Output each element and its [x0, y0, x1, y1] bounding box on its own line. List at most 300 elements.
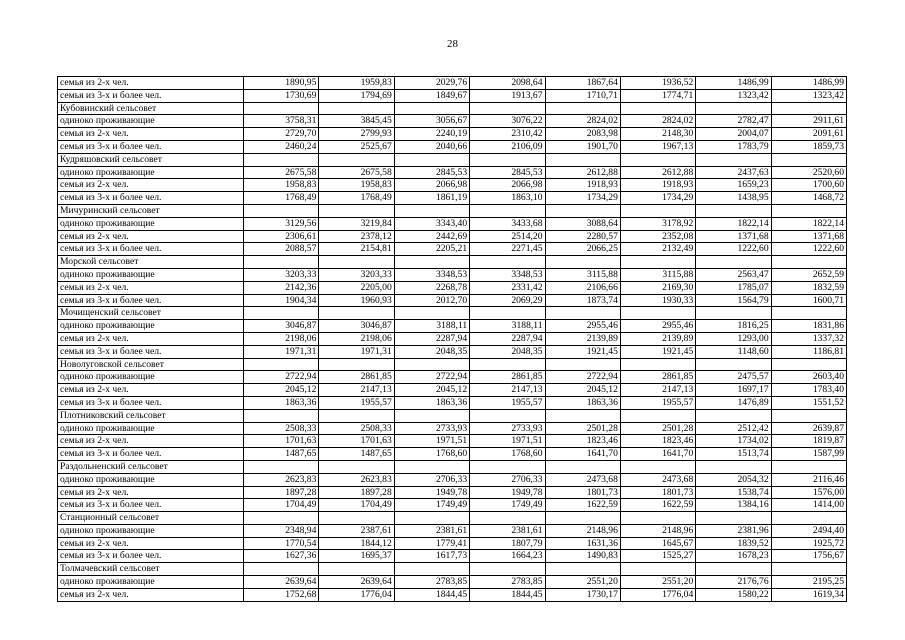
- value-cell: 2271,45: [470, 243, 545, 256]
- value-cell: 2054,32: [696, 473, 771, 486]
- value-cell: 2066,98: [394, 179, 469, 192]
- row-label: семья из 2-х чел.: [58, 77, 244, 90]
- row-label: одиноко проживающие: [58, 473, 244, 486]
- value-cell: 2437,63: [696, 166, 771, 179]
- value-cell: 1801,73: [620, 486, 695, 499]
- table-row: [58, 230, 847, 243]
- value-cell: [545, 102, 620, 115]
- table-row: [58, 166, 847, 179]
- row-label: семья из 3-х и более чел.: [58, 243, 244, 256]
- table-row: [58, 89, 847, 102]
- value-cell: [470, 307, 545, 320]
- value-cell: 1734,29: [620, 192, 695, 205]
- value-cell: 2824,02: [545, 115, 620, 128]
- value-cell: 1960,93: [319, 294, 394, 307]
- value-cell: 1921,45: [620, 345, 695, 358]
- value-cell: 1844,45: [394, 588, 469, 601]
- table-row: [58, 396, 847, 409]
- section-header-row: [58, 512, 847, 525]
- value-cell: [319, 409, 394, 422]
- value-cell: 1486,99: [771, 77, 846, 90]
- value-cell: [620, 409, 695, 422]
- value-cell: 1323,42: [771, 89, 846, 102]
- value-cell: 1631,36: [545, 537, 620, 550]
- value-cell: [244, 409, 319, 422]
- section-header-row: [58, 563, 847, 576]
- value-cell: 3203,33: [244, 268, 319, 281]
- value-cell: [244, 204, 319, 217]
- value-cell: 2205,00: [319, 281, 394, 294]
- value-cell: 1371,68: [696, 230, 771, 243]
- section-header-row: [58, 204, 847, 217]
- value-cell: 1752,68: [244, 588, 319, 601]
- table-row: [58, 537, 847, 550]
- value-cell: [470, 153, 545, 166]
- table-row: [58, 345, 847, 358]
- row-label: семья из 3-х и более чел.: [58, 294, 244, 307]
- value-cell: 1955,57: [319, 396, 394, 409]
- value-cell: 1901,70: [545, 140, 620, 153]
- value-cell: 2782,47: [696, 115, 771, 128]
- value-cell: 1971,31: [244, 345, 319, 358]
- value-cell: [394, 409, 469, 422]
- value-cell: [696, 204, 771, 217]
- tariff-table: [57, 76, 847, 602]
- value-cell: 1904,34: [244, 294, 319, 307]
- section-header-row: [58, 307, 847, 320]
- value-cell: 1971,51: [394, 435, 469, 448]
- value-cell: [620, 204, 695, 217]
- value-cell: [394, 204, 469, 217]
- section-title: Плотниковский сельсовет: [58, 409, 244, 422]
- value-cell: 2508,33: [244, 422, 319, 435]
- value-cell: [470, 102, 545, 115]
- value-cell: 3178,92: [620, 217, 695, 230]
- value-cell: 2639,64: [319, 576, 394, 589]
- value-cell: 2148,96: [620, 524, 695, 537]
- value-cell: [771, 307, 846, 320]
- value-cell: 2048,35: [470, 345, 545, 358]
- value-cell: [620, 307, 695, 320]
- value-cell: [244, 256, 319, 269]
- value-cell: 3129,56: [244, 217, 319, 230]
- value-cell: 2551,20: [545, 576, 620, 589]
- value-cell: 1664,23: [470, 550, 545, 563]
- value-cell: 1734,29: [545, 192, 620, 205]
- value-cell: [394, 102, 469, 115]
- value-cell: 3188,11: [470, 320, 545, 333]
- section-header-row: [58, 409, 847, 422]
- value-cell: 1756,67: [771, 550, 846, 563]
- value-cell: 1525,27: [620, 550, 695, 563]
- value-cell: 1958,83: [319, 179, 394, 192]
- value-cell: 1576,00: [771, 486, 846, 499]
- value-cell: 2148,96: [545, 524, 620, 537]
- value-cell: 3845,45: [319, 115, 394, 128]
- value-cell: [244, 563, 319, 576]
- value-cell: 2381,61: [394, 524, 469, 537]
- row-label: одиноко проживающие: [58, 422, 244, 435]
- value-cell: [545, 256, 620, 269]
- section-title: Новолуговской сельсовет: [58, 358, 244, 371]
- value-cell: 2091,61: [771, 128, 846, 141]
- value-cell: 1783,40: [771, 384, 846, 397]
- value-cell: 1955,57: [620, 396, 695, 409]
- value-cell: 2116,46: [771, 473, 846, 486]
- value-cell: 2722,94: [545, 371, 620, 384]
- table-row: [58, 115, 847, 128]
- value-cell: [696, 460, 771, 473]
- value-cell: [470, 256, 545, 269]
- value-cell: 3203,33: [319, 268, 394, 281]
- value-cell: 2198,06: [319, 332, 394, 345]
- value-cell: 1768,49: [244, 192, 319, 205]
- value-cell: [696, 563, 771, 576]
- value-cell: 2148,30: [620, 128, 695, 141]
- table-row: [58, 524, 847, 537]
- value-cell: [620, 256, 695, 269]
- section-title: Толмачевский сельсовет: [58, 563, 244, 576]
- value-cell: 1776,04: [620, 588, 695, 601]
- value-cell: 3433,68: [470, 217, 545, 230]
- value-cell: [771, 153, 846, 166]
- value-cell: 1807,79: [470, 537, 545, 550]
- table-row: [58, 128, 847, 141]
- value-cell: 3115,88: [545, 268, 620, 281]
- value-cell: 1587,99: [771, 448, 846, 461]
- value-cell: 2083,98: [545, 128, 620, 141]
- value-cell: 1641,70: [545, 448, 620, 461]
- value-cell: 2706,33: [470, 473, 545, 486]
- value-cell: [771, 460, 846, 473]
- table-row: [58, 268, 847, 281]
- value-cell: 1678,23: [696, 550, 771, 563]
- value-cell: 1863,36: [244, 396, 319, 409]
- value-cell: 1839,52: [696, 537, 771, 550]
- value-cell: 2287,94: [394, 332, 469, 345]
- value-cell: [470, 409, 545, 422]
- value-cell: [620, 563, 695, 576]
- section-title: Мочищенский сельсовет: [58, 307, 244, 320]
- value-cell: 1468,72: [771, 192, 846, 205]
- value-cell: 2729,70: [244, 128, 319, 141]
- value-cell: [470, 358, 545, 371]
- value-cell: 2639,87: [771, 422, 846, 435]
- value-cell: 2722,94: [244, 371, 319, 384]
- value-cell: 1844,12: [319, 537, 394, 550]
- value-cell: 2799,93: [319, 128, 394, 141]
- value-cell: 1710,71: [545, 89, 620, 102]
- value-cell: 2098,64: [470, 77, 545, 90]
- row-label: одиноко проживающие: [58, 576, 244, 589]
- value-cell: [319, 307, 394, 320]
- value-cell: 2475,57: [696, 371, 771, 384]
- value-cell: [620, 153, 695, 166]
- table-row: [58, 281, 847, 294]
- value-cell: [244, 358, 319, 371]
- value-cell: 2280,57: [545, 230, 620, 243]
- value-cell: 2069,29: [470, 294, 545, 307]
- value-cell: 2911,61: [771, 115, 846, 128]
- page-number: 28: [447, 38, 458, 50]
- value-cell: 2139,89: [545, 332, 620, 345]
- value-cell: 2240,19: [394, 128, 469, 141]
- table-row: [58, 179, 847, 192]
- value-cell: 1337,32: [771, 332, 846, 345]
- value-cell: 1768,60: [394, 448, 469, 461]
- value-cell: 1785,07: [696, 281, 771, 294]
- table-row: [58, 576, 847, 589]
- value-cell: 2783,85: [470, 576, 545, 589]
- row-label: семья из 3-х и более чел.: [58, 396, 244, 409]
- value-cell: 2733,93: [394, 422, 469, 435]
- value-cell: [319, 153, 394, 166]
- row-label: семья из 2-х чел.: [58, 384, 244, 397]
- value-cell: 1700,60: [771, 179, 846, 192]
- value-cell: 1476,89: [696, 396, 771, 409]
- value-cell: 3343,40: [394, 217, 469, 230]
- value-cell: 2066,98: [470, 179, 545, 192]
- value-cell: 1897,28: [244, 486, 319, 499]
- value-cell: 2612,88: [545, 166, 620, 179]
- row-label: семья из 2-х чел.: [58, 230, 244, 243]
- row-label: семья из 2-х чел.: [58, 537, 244, 550]
- row-label: семья из 3-х и более чел.: [58, 89, 244, 102]
- value-cell: 3076,22: [470, 115, 545, 128]
- value-cell: [394, 358, 469, 371]
- value-cell: 2845,53: [394, 166, 469, 179]
- value-cell: 3348,53: [470, 268, 545, 281]
- section-title: Кубовинский сельсовет: [58, 102, 244, 115]
- value-cell: 2955,46: [620, 320, 695, 333]
- value-cell: 1487,65: [244, 448, 319, 461]
- value-cell: [620, 358, 695, 371]
- table-row: [58, 217, 847, 230]
- value-cell: 2501,28: [545, 422, 620, 435]
- table-row: [58, 473, 847, 486]
- value-cell: 2147,13: [319, 384, 394, 397]
- value-cell: 1959,83: [319, 77, 394, 90]
- value-cell: 1844,45: [470, 588, 545, 601]
- value-cell: 1774,71: [620, 89, 695, 102]
- section-title: Морской сельсовет: [58, 256, 244, 269]
- value-cell: 2473,68: [545, 473, 620, 486]
- value-cell: 2612,88: [620, 166, 695, 179]
- section-title: Кудряшовский сельсовет: [58, 153, 244, 166]
- value-cell: [545, 153, 620, 166]
- section-title: Мичуринский сельсовет: [58, 204, 244, 217]
- value-cell: 3088,64: [545, 217, 620, 230]
- value-cell: 1659,23: [696, 179, 771, 192]
- value-cell: [394, 153, 469, 166]
- value-cell: 2331,42: [470, 281, 545, 294]
- value-cell: 1918,93: [620, 179, 695, 192]
- value-cell: 1222,60: [771, 243, 846, 256]
- value-cell: [620, 460, 695, 473]
- value-cell: 1768,60: [470, 448, 545, 461]
- value-cell: 1486,99: [696, 77, 771, 90]
- value-cell: 2722,94: [394, 371, 469, 384]
- value-cell: 1816,25: [696, 320, 771, 333]
- value-cell: 2603,40: [771, 371, 846, 384]
- value-cell: 1384,16: [696, 499, 771, 512]
- value-cell: 1770,54: [244, 537, 319, 550]
- value-cell: 1867,64: [545, 77, 620, 90]
- row-label: одиноко проживающие: [58, 217, 244, 230]
- value-cell: [470, 204, 545, 217]
- value-cell: 2442,69: [394, 230, 469, 243]
- value-cell: [696, 409, 771, 422]
- value-cell: 1859,73: [771, 140, 846, 153]
- value-cell: 2623,83: [244, 473, 319, 486]
- value-cell: 2563,47: [696, 268, 771, 281]
- row-label: семья из 2-х чел.: [58, 588, 244, 601]
- section-header-row: [58, 256, 847, 269]
- value-cell: 1580,22: [696, 588, 771, 601]
- section-header-row: [58, 358, 847, 371]
- value-cell: 1863,36: [394, 396, 469, 409]
- value-cell: 1414,00: [771, 499, 846, 512]
- table-row: [58, 435, 847, 448]
- value-cell: 2473,68: [620, 473, 695, 486]
- value-cell: 1967,13: [620, 140, 695, 153]
- table-row: [58, 550, 847, 563]
- value-cell: 2045,12: [244, 384, 319, 397]
- value-cell: 3056,67: [394, 115, 469, 128]
- value-cell: [319, 204, 394, 217]
- row-label: семья из 2-х чел.: [58, 281, 244, 294]
- value-cell: 1701,63: [244, 435, 319, 448]
- value-cell: [771, 102, 846, 115]
- value-cell: 1794,69: [319, 89, 394, 102]
- value-cell: [244, 512, 319, 525]
- value-cell: 2048,35: [394, 345, 469, 358]
- row-label: одиноко проживающие: [58, 268, 244, 281]
- table-row: [58, 243, 847, 256]
- value-cell: 1819,87: [771, 435, 846, 448]
- section-title: Станционный сельсовет: [58, 512, 244, 525]
- value-cell: [394, 256, 469, 269]
- value-cell: [771, 204, 846, 217]
- value-cell: 1971,31: [319, 345, 394, 358]
- value-cell: 1734,02: [696, 435, 771, 448]
- value-cell: 2861,85: [470, 371, 545, 384]
- value-cell: 2733,93: [470, 422, 545, 435]
- table-row: [58, 448, 847, 461]
- value-cell: 2142,36: [244, 281, 319, 294]
- value-cell: 2861,85: [319, 371, 394, 384]
- value-cell: 1776,04: [319, 588, 394, 601]
- value-cell: 2176,76: [696, 576, 771, 589]
- value-cell: 3219,84: [319, 217, 394, 230]
- value-cell: 1925,72: [771, 537, 846, 550]
- value-cell: [620, 512, 695, 525]
- value-cell: 2169,30: [620, 281, 695, 294]
- value-cell: 1371,68: [771, 230, 846, 243]
- value-cell: 1749,49: [470, 499, 545, 512]
- value-cell: 1487,65: [319, 448, 394, 461]
- value-cell: 2045,12: [394, 384, 469, 397]
- value-cell: 2675,58: [319, 166, 394, 179]
- value-cell: 1730,17: [545, 588, 620, 601]
- value-cell: [545, 460, 620, 473]
- value-cell: [696, 512, 771, 525]
- value-cell: 1831,86: [771, 320, 846, 333]
- value-cell: [319, 358, 394, 371]
- value-cell: 1538,74: [696, 486, 771, 499]
- value-cell: 1617,73: [394, 550, 469, 563]
- table-row: [58, 384, 847, 397]
- value-cell: 2147,13: [620, 384, 695, 397]
- value-cell: [319, 460, 394, 473]
- section-title: Раздольненский сельсовет: [58, 460, 244, 473]
- table-row: [58, 588, 847, 601]
- value-cell: 1641,70: [620, 448, 695, 461]
- value-cell: 1551,52: [771, 396, 846, 409]
- value-cell: [620, 102, 695, 115]
- value-cell: 1186,81: [771, 345, 846, 358]
- value-cell: 1148,60: [696, 345, 771, 358]
- value-cell: [545, 204, 620, 217]
- value-cell: 1823,46: [545, 435, 620, 448]
- value-cell: 1627,36: [244, 550, 319, 563]
- value-cell: 1921,45: [545, 345, 620, 358]
- value-cell: 1645,67: [620, 537, 695, 550]
- value-cell: [394, 460, 469, 473]
- value-cell: 1704,49: [319, 499, 394, 512]
- value-cell: 2205,21: [394, 243, 469, 256]
- value-cell: 1779,41: [394, 537, 469, 550]
- value-cell: [771, 512, 846, 525]
- row-label: одиноко проживающие: [58, 166, 244, 179]
- value-cell: 1749,49: [394, 499, 469, 512]
- value-cell: 1704,49: [244, 499, 319, 512]
- value-cell: 2352,08: [620, 230, 695, 243]
- value-cell: 2139,89: [620, 332, 695, 345]
- table-row: [58, 332, 847, 345]
- value-cell: 1897,28: [319, 486, 394, 499]
- value-cell: 2955,46: [545, 320, 620, 333]
- table-row: [58, 77, 847, 90]
- value-cell: [696, 256, 771, 269]
- value-cell: 3046,87: [319, 320, 394, 333]
- value-cell: [470, 460, 545, 473]
- value-cell: 2652,59: [771, 268, 846, 281]
- value-cell: 2195,25: [771, 576, 846, 589]
- row-label: семья из 2-х чел.: [58, 332, 244, 345]
- row-label: семья из 3-х и более чел.: [58, 550, 244, 563]
- table-row: [58, 140, 847, 153]
- section-header-row: [58, 460, 847, 473]
- value-cell: 2861,85: [620, 371, 695, 384]
- value-cell: 2551,20: [620, 576, 695, 589]
- table-row: [58, 499, 847, 512]
- table-row: [58, 371, 847, 384]
- value-cell: 2514,20: [470, 230, 545, 243]
- value-cell: 1823,46: [620, 435, 695, 448]
- value-cell: [244, 307, 319, 320]
- row-label: одиноко проживающие: [58, 115, 244, 128]
- table-row: [58, 422, 847, 435]
- value-cell: [771, 358, 846, 371]
- value-cell: [771, 409, 846, 422]
- section-header-row: [58, 153, 847, 166]
- table-row: [58, 294, 847, 307]
- value-cell: 1863,10: [470, 192, 545, 205]
- value-cell: 2106,09: [470, 140, 545, 153]
- value-cell: 1958,83: [244, 179, 319, 192]
- value-cell: [244, 153, 319, 166]
